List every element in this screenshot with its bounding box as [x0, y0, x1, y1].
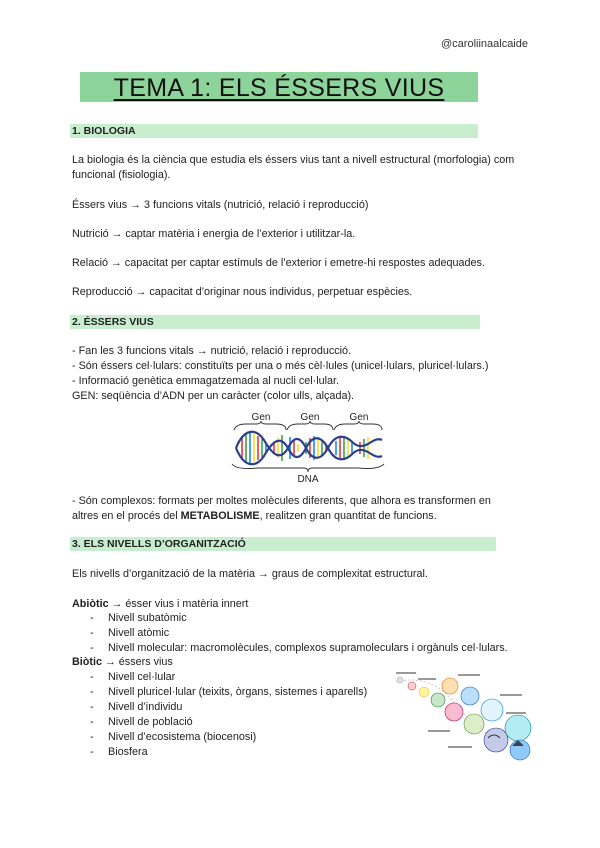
- list-dash: -: [90, 612, 94, 624]
- paragraph-line: La biologia és la ciència que estudia els éssers vius tant a nivell estructural (morfologia) com: [72, 154, 515, 166]
- text-fragment: → éssers vius: [102, 656, 173, 668]
- list-item: Nivell molecular: macromolècules, complexos supramoleculars i orgànuls cel·lulars.: [108, 642, 508, 654]
- bullet-line: - Fan les 3 funcions vitals → nutrició, relació i reproducció.: [72, 345, 352, 357]
- list-dash: -: [90, 746, 94, 758]
- section-heading-biologia: 1. BIOLOGIA: [70, 124, 478, 138]
- list-dash: -: [90, 686, 94, 698]
- paragraph-line: Relació → capacitat per captar estímuls de l’exterior i emetre-hi respostes adequades.: [72, 257, 485, 269]
- section-heading-essers-vius: 2. ÉSSERS VIUS: [70, 315, 480, 329]
- gen-definition: GEN: seqüència d’ADN per un caràcter (color ulls, alçada).: [72, 390, 355, 402]
- list-item: Nivell d’ecosistema (biocenosi): [108, 731, 257, 743]
- list-dash: -: [90, 627, 94, 639]
- biotic-line: [72, 655, 173, 670]
- paragraph-line: Éssers vius → 3 funcions vitals (nutrició, relació i reproducció): [72, 199, 369, 211]
- paragraph-line: funcional (fisiologia).: [72, 169, 171, 181]
- list-item: Nivell d’individu: [108, 701, 183, 713]
- text-fragment: altres en el procés del: [72, 510, 181, 522]
- list-item: Nivell atòmic: [108, 627, 170, 639]
- gen-label: Gen: [251, 412, 271, 423]
- list-item: Nivell subatòmic: [108, 612, 187, 624]
- abiotic-line: [72, 597, 248, 612]
- metabolisme-term: METABOLISME: [180, 510, 260, 522]
- text-fragment: , realitzen gran quantitat de funcions.: [259, 510, 437, 522]
- paragraph-line: [72, 509, 437, 524]
- gen-label: Gen: [300, 412, 320, 423]
- author-handle: @caroliinaalcaide: [441, 38, 528, 50]
- paragraph-line: Nutrició → captar matèria i energia de l’exterior i utilitzar-la.: [72, 228, 356, 240]
- paragraph-line: - Són complexos: formats per moltes molècules diferents, que alhora es transformen en: [72, 495, 491, 507]
- paragraph-line: Reproducció → capacitat d’originar nous individus, perpetuar espècies.: [72, 286, 413, 298]
- paragraph-line: Els nivells d’organització de la matèria → graus de complexitat estructural.: [72, 568, 428, 580]
- biotic-term: Biòtic: [72, 656, 102, 668]
- list-dash: -: [90, 671, 94, 683]
- gen-label: Gen: [349, 412, 369, 423]
- abiotic-term: Abiòtic: [72, 598, 109, 610]
- dna-illustration: [228, 404, 390, 486]
- organization-levels-illustration: [388, 668, 534, 762]
- page-title: TEMA 1: ELS ÉSSERS VIUS: [113, 74, 445, 102]
- list-dash: -: [90, 642, 94, 654]
- list-item: Nivell pluricel·lular (teixits, òrgans, sistemes i aparells): [108, 686, 368, 698]
- list-dash: -: [90, 731, 94, 743]
- list-item: Nivell de població: [108, 716, 193, 728]
- section-heading-nivells: 3. ELS NIVELLS D’ORGANITZACIÓ: [70, 537, 496, 551]
- list-item: Nivell cel·lular: [108, 671, 176, 683]
- text-fragment: → ésser vius i matèria innert: [108, 598, 249, 610]
- list-dash: -: [90, 701, 94, 713]
- list-item: Biosfera: [108, 746, 148, 758]
- list-dash: -: [90, 716, 94, 728]
- dna-label: DNA: [297, 474, 319, 485]
- bullet-line: - Són éssers cel·lulars: constituïts per una o més cèl·lules (unicel·lulars, pluricel·lulars.): [72, 360, 489, 372]
- bullet-line: - Informació genètica emmagatzemada al nucli cel·lular.: [72, 375, 340, 387]
